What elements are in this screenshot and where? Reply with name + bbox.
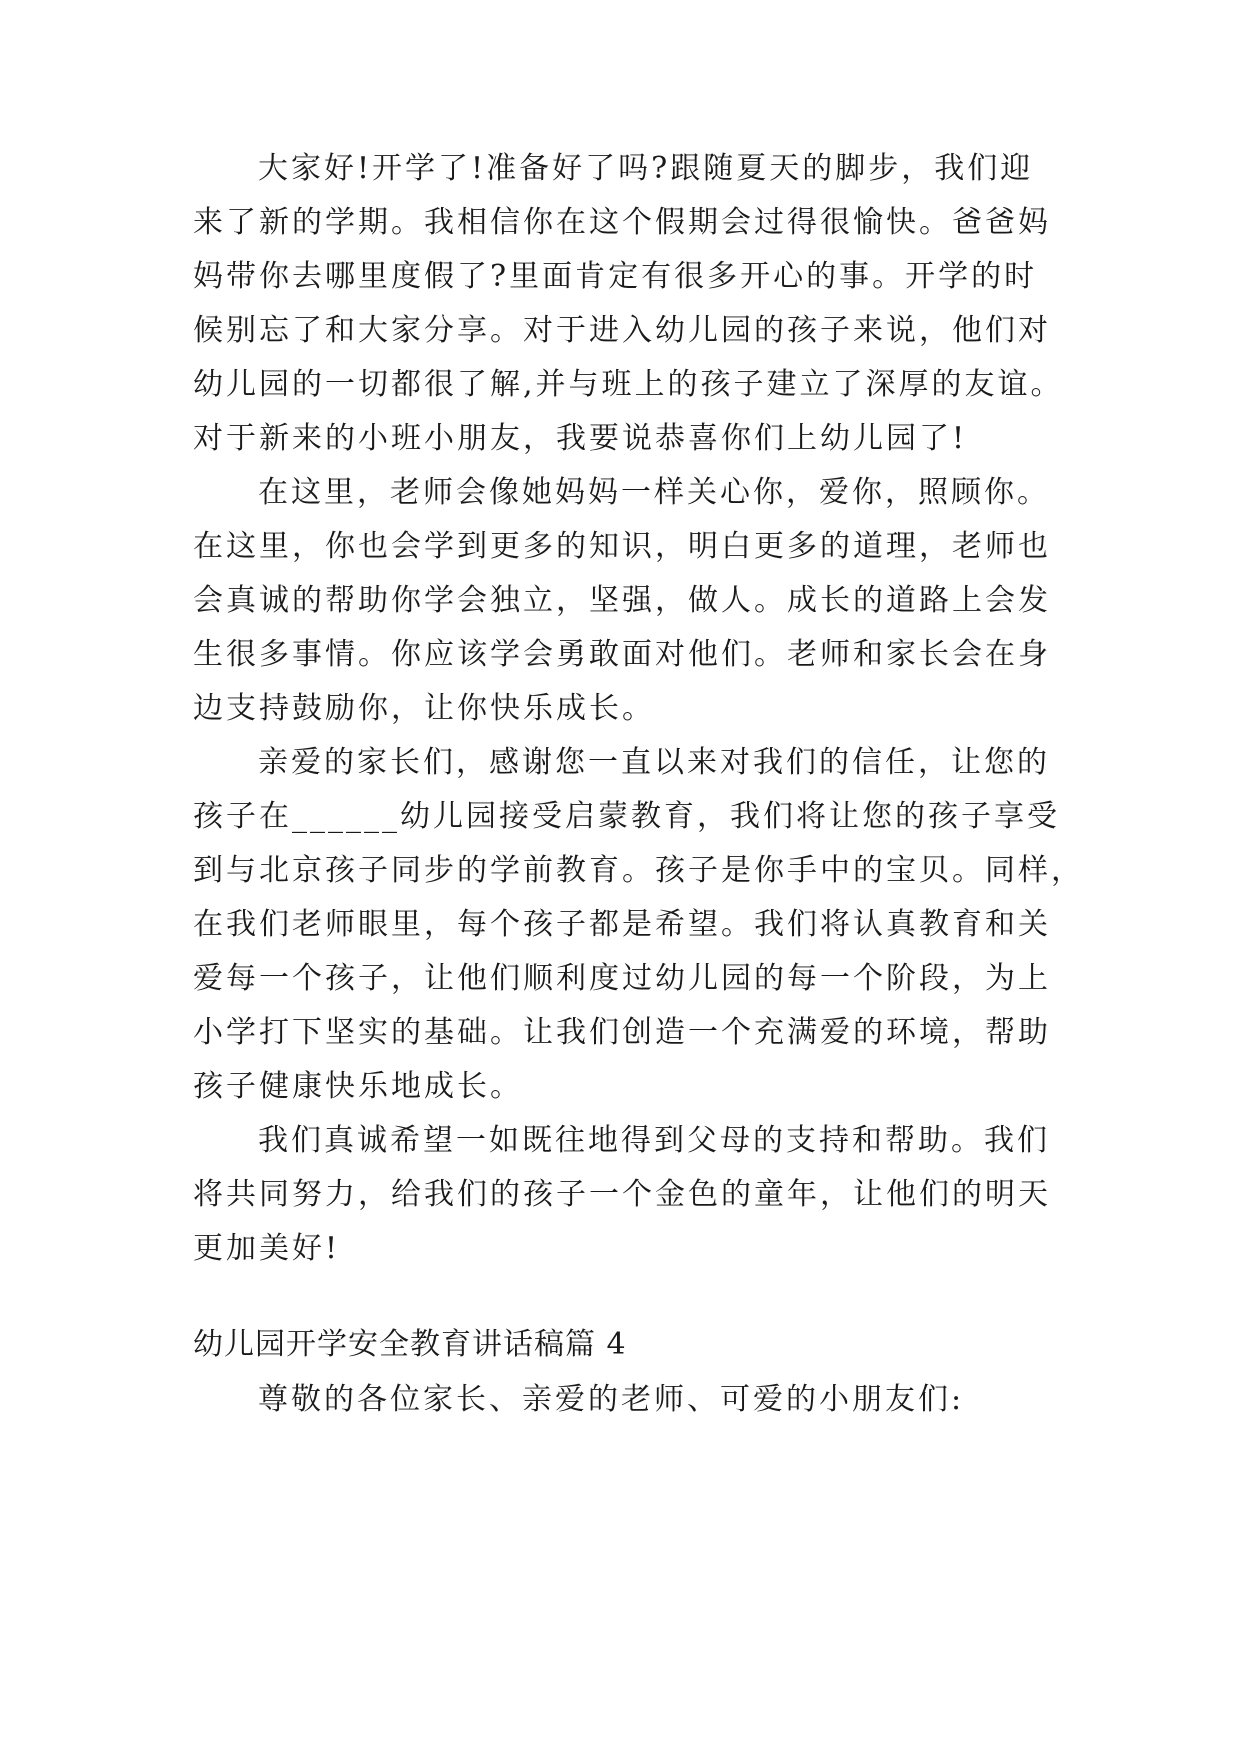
paragraph-4-line-3: 更加美好! [193,1231,341,1266]
paragraph-2-line-3: 会真诚的帮助你学会独立，坚强，做人。成长的道路上会发 [193,583,1051,618]
paragraph-1-line-2: 来了新的学期。我相信你在这个假期会过得很愉快。爸爸妈 [193,205,1051,240]
section-title: 幼儿园开学安全教育讲话稿篇 4 [193,1327,627,1362]
paragraph-3-line-6: 小学打下坚实的基础。让我们创造一个充满爱的环境，帮助 [193,1015,1051,1050]
paragraph-2-line-4: 生很多事情。你应该学会勇敢面对他们。老师和家长会在身 [193,637,1051,672]
paragraph-2-line-1: 在这里，老师会像她妈妈一样关心你，爱你，照顾你。 [258,475,1050,510]
paragraph-3-line-3: 到与北京孩子同步的学前教育。孩子是你手中的宝贝。同样， [193,853,1084,888]
paragraph-2-line-5: 边支持鼓励你，让你快乐成长。 [193,691,655,726]
paragraph-3-line-2: 孩子在______幼儿园接受启蒙教育，我们将让您的孩子享受 [193,799,1060,834]
paragraph-3-line-7: 孩子健康快乐地成长。 [193,1069,523,1104]
salutation: 尊敬的各位家长、亲爱的老师、可爱的小朋友们: [258,1382,965,1417]
paragraph-3-line-1: 亲爱的家长们，感谢您一直以来对我们的信任，让您的 [258,745,1050,780]
paragraph-1-line-3: 妈带你去哪里度假了?里面肯定有很多开心的事。开学的时 [193,259,1038,294]
paragraph-3-line-4: 在我们老师眼里，每个孩子都是希望。我们将认真教育和关 [193,907,1051,942]
paragraph-4-line-2: 将共同努力，给我们的孩子一个金色的童年，让他们的明天 [193,1177,1051,1212]
paragraph-2-line-2: 在这里，你也会学到更多的知识，明白更多的道理，老师也 [193,529,1051,564]
paragraph-1-line-4: 候别忘了和大家分享。对于进入幼儿园的孩子来说，他们对 [193,313,1051,348]
paragraph-1-line-5: 幼儿园的一切都很了解,并与班上的孩子建立了深厚的友谊。 [193,367,1064,402]
paragraph-4-line-1: 我们真诚希望一如既往地得到父母的支持和帮助。我们 [258,1123,1050,1158]
paragraph-1-line-6: 对于新来的小班小朋友，我要说恭喜你们上幼儿园了! [193,421,968,456]
paragraph-1-line-1: 大家好!开学了!准备好了吗?跟随夏天的脚步，我们迎 [258,151,1034,186]
paragraph-3-line-5: 爱每一个孩子，让他们顺利度过幼儿园的每一个阶段，为上 [193,961,1051,996]
